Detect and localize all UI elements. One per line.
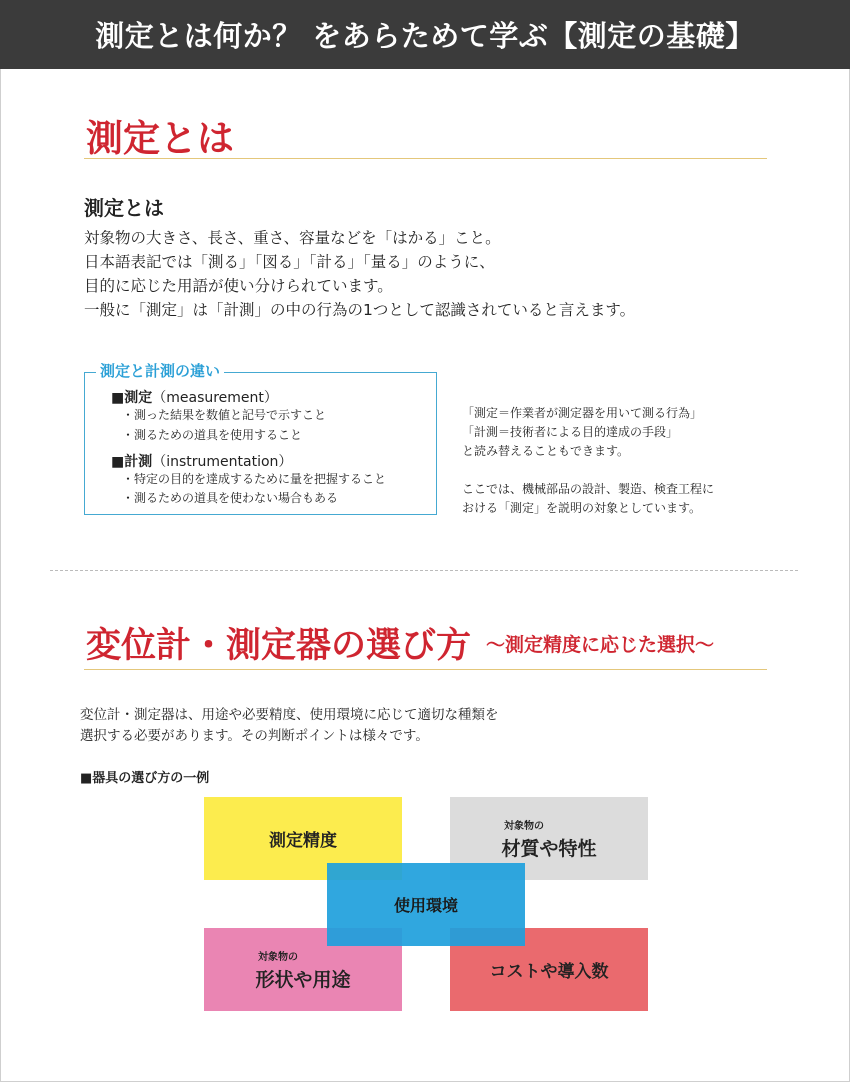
example-heading: ■器具の選び方の一例 (80, 771, 210, 786)
page-header-title: 測定とは何か？ をあらためて学ぶ【測定の基礎】 (95, 19, 755, 53)
side-note (462, 404, 714, 518)
intro-line: 一般に「測定」は「計測」の中の行為の1つとして認識されていると言えます。 (84, 301, 636, 319)
intro-line: 目的に応じた用語が使い分けられています。 (84, 277, 393, 295)
bullet-item: ・測るための道具を使わない場合もある (122, 491, 339, 505)
intro-line: 日本語表記では「測る」「図る」「計る」「量る」のように、 (84, 253, 495, 271)
term-instrumentation-english: （instrumentation） (152, 454, 293, 470)
term-measurement-label: ■測定 (111, 390, 153, 406)
side-note-line (462, 461, 714, 480)
factor-label: 使用環境 (393, 896, 458, 915)
side-note-line: ここでは、機械部品の設計、製造、検査工程に (462, 482, 715, 496)
selection-description (80, 705, 499, 747)
description-line: 変位計・測定器は、用途や必要精度、使用環境に応じて適切な種類を (80, 707, 499, 723)
side-note-line: おける「測定」を説明の対象としています。 (462, 501, 702, 515)
term-instrumentation-label: ■計測 (111, 454, 153, 470)
section-separator (50, 570, 798, 571)
intro-paragraph (84, 226, 635, 322)
bullet-item: ・測った結果を数値と記号で示すこと (122, 408, 327, 422)
factor-small-label: 対象物の (258, 951, 298, 963)
section-divider (84, 158, 767, 159)
section-title-measurement: 測定とは (86, 117, 234, 160)
factor-label: 形状や用途 (255, 968, 351, 991)
term-instrumentation (111, 451, 292, 471)
section-divider (84, 669, 767, 670)
page-header (0, 0, 850, 69)
factor-small-label: 対象物の (504, 820, 544, 832)
description-line: 選択する必要があります。その判断ポイントは様々です。 (80, 728, 429, 744)
difference-box-title: 測定と計測の違い (96, 360, 224, 381)
side-note-line: 「測定＝作業者が測定器を用いて測る行為」 (462, 406, 703, 420)
term-measurement-english: （measurement） (152, 390, 278, 406)
factor-label: 測定精度 (269, 831, 337, 851)
section-title-selection: 変位計・測定器の選び方 (86, 626, 472, 666)
factor-label: 材質や特性 (501, 837, 597, 860)
bullet-item: ・測るための道具を使用すること (122, 428, 303, 442)
section-subtitle: ～測定精度に応じた選択～ (486, 634, 715, 656)
term-measurement (111, 387, 278, 407)
bullet-item: ・特定の目的を達成するために量を把握すること (122, 472, 387, 486)
subheading-measurement: 測定とは (84, 196, 164, 220)
side-note-line: 「計測＝技術者による目的達成の手段」 (462, 425, 679, 439)
intro-line: 対象物の大きさ、長さ、重さ、容量などを「はかる」こと。 (84, 229, 501, 247)
factor-box-environment (327, 863, 525, 946)
factor-label: コストや導入数 (489, 962, 609, 982)
side-note-line: と読み替えることもできます。 (462, 444, 630, 458)
